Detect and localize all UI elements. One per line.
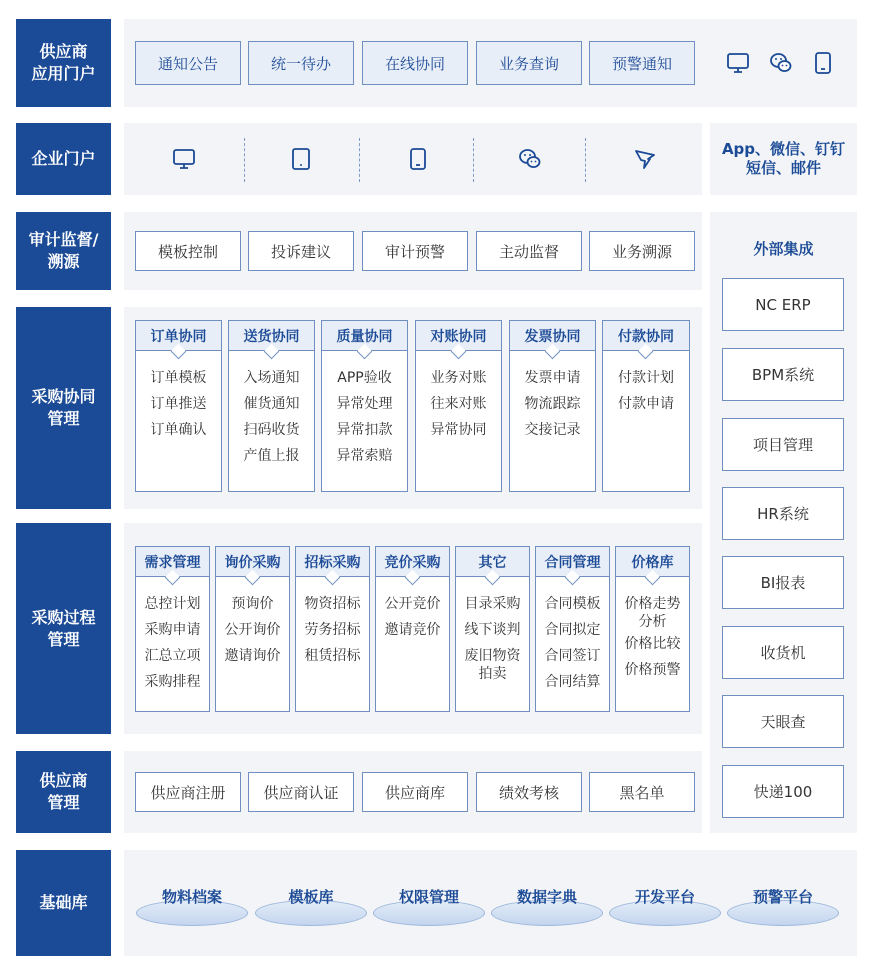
column-title: 质量协同 bbox=[322, 321, 407, 351]
list-item[interactable]: 异常协同 bbox=[430, 422, 487, 438]
list-item[interactable]: 异常处理 bbox=[336, 396, 393, 412]
list-item[interactable]: 入场通知 bbox=[243, 370, 300, 386]
list-item[interactable]: 租赁招标 bbox=[304, 648, 361, 664]
supplier-collab-button[interactable]: 在线协同 bbox=[362, 41, 468, 85]
column-title: 需求管理 bbox=[136, 547, 209, 577]
base-item[interactable] bbox=[255, 882, 367, 926]
list-item[interactable]: 废旧物资 拍卖 bbox=[464, 648, 521, 682]
mobile-icon bbox=[811, 51, 835, 75]
external-item[interactable]: BI报表 bbox=[722, 556, 844, 609]
column-title: 付款协同 bbox=[603, 321, 689, 351]
base-item[interactable] bbox=[609, 882, 721, 926]
tablet-icon bbox=[289, 147, 313, 171]
dingtalk-icon bbox=[633, 147, 657, 171]
list-item[interactable]: 订单推送 bbox=[150, 396, 207, 412]
wechat-icon bbox=[769, 51, 793, 75]
collab-column-delivery bbox=[228, 320, 315, 492]
mobile-icon bbox=[406, 147, 430, 171]
base-item-label: 预警平台 bbox=[752, 888, 813, 906]
separator bbox=[473, 138, 474, 182]
complaint-button[interactable]: 投诉建议 bbox=[248, 231, 354, 271]
separator bbox=[359, 138, 360, 182]
list-item[interactable]: 合同签订 bbox=[544, 648, 601, 664]
base-item-label: 权限管理 bbox=[398, 888, 459, 906]
list-item[interactable]: 付款计划 bbox=[618, 370, 674, 386]
list-item[interactable]: 劳务招标 bbox=[304, 622, 361, 638]
collab-column-order bbox=[135, 320, 222, 492]
list-item[interactable]: 发票申请 bbox=[524, 370, 581, 386]
list-item[interactable]: 预询价 bbox=[231, 596, 274, 612]
base-item[interactable] bbox=[727, 882, 839, 926]
base-item-label: 物料档案 bbox=[161, 888, 222, 906]
audit-alert-button[interactable]: 审计预警 bbox=[362, 231, 468, 271]
supplier-library-button[interactable]: 供应商库 bbox=[362, 772, 468, 812]
business-trace-button[interactable]: 业务溯源 bbox=[589, 231, 695, 271]
list-item[interactable]: 异常索赔 bbox=[336, 448, 393, 464]
collab-column-reconcile bbox=[415, 320, 502, 492]
list-item[interactable]: 邀请竞价 bbox=[384, 622, 441, 638]
list-item[interactable]: 汇总立项 bbox=[144, 648, 201, 664]
layer-label-procurement-process: 采购过程 管理 bbox=[16, 523, 111, 734]
column-title: 价格库 bbox=[616, 547, 689, 577]
list-item[interactable]: 目录采购 bbox=[464, 596, 521, 612]
list-item[interactable]: 价格预警 bbox=[624, 662, 681, 678]
layer-label-procurement-collab: 采购协同 管理 bbox=[16, 307, 111, 509]
collab-column-payment bbox=[602, 320, 690, 492]
separator bbox=[244, 138, 245, 182]
list-item[interactable]: 公开竞价 bbox=[384, 596, 441, 612]
list-item[interactable]: 扫码收货 bbox=[243, 422, 300, 438]
wechat-icon bbox=[518, 147, 542, 171]
collab-column-quality bbox=[321, 320, 408, 492]
column-title: 其它 bbox=[456, 547, 529, 577]
list-item[interactable]: 采购排程 bbox=[144, 674, 201, 690]
list-item[interactable]: 物资招标 bbox=[304, 596, 361, 612]
template-control-button[interactable]: 模板控制 bbox=[135, 231, 241, 271]
collab-column-invoice bbox=[509, 320, 596, 492]
process-column-contract bbox=[535, 546, 610, 712]
process-column-inquiry bbox=[215, 546, 290, 712]
list-item[interactable]: 交接记录 bbox=[524, 422, 581, 438]
list-item[interactable]: 订单模板 bbox=[150, 370, 207, 386]
base-item-label: 模板库 bbox=[288, 888, 334, 906]
list-item[interactable]: 总控计划 bbox=[144, 596, 201, 612]
external-title: 外部集成 bbox=[753, 240, 814, 258]
list-item[interactable]: 公开询价 bbox=[224, 622, 281, 638]
supplier-alert-button[interactable]: 预警通知 bbox=[589, 41, 695, 85]
layer-label-enterprise-portal: 企业门户 bbox=[16, 123, 111, 195]
list-item[interactable]: 价格比较 bbox=[624, 636, 681, 652]
layer-label-supplier-mgmt: 供应商 管理 bbox=[16, 751, 111, 833]
base-item[interactable] bbox=[136, 882, 248, 926]
layer-label-supplier-portal: 供应商 应用门户 bbox=[16, 19, 111, 107]
separator bbox=[585, 138, 586, 182]
external-item[interactable]: NC ERP bbox=[722, 278, 844, 331]
channels-text: App、微信、钉钉 短信、邮件 bbox=[721, 140, 846, 177]
list-item[interactable]: APP验收 bbox=[337, 370, 392, 386]
external-item[interactable]: BPM系统 bbox=[722, 348, 844, 401]
list-item[interactable]: 合同结算 bbox=[544, 674, 601, 690]
process-column-demand bbox=[135, 546, 210, 712]
layer-label-base: 基础库 bbox=[16, 850, 111, 956]
column-title: 对账协同 bbox=[416, 321, 501, 351]
list-item[interactable]: 催货通知 bbox=[243, 396, 300, 412]
desktop-icon bbox=[172, 147, 196, 171]
column-title: 合同管理 bbox=[536, 547, 609, 577]
base-item[interactable] bbox=[491, 882, 603, 926]
active-supervision-button[interactable]: 主动监督 bbox=[476, 231, 582, 271]
base-item[interactable] bbox=[373, 882, 485, 926]
supplier-todo-button[interactable]: 统一待办 bbox=[248, 41, 354, 85]
column-title: 询价采购 bbox=[216, 547, 289, 577]
external-item[interactable]: 收货机 bbox=[722, 626, 844, 679]
list-item[interactable]: 产值上报 bbox=[243, 448, 300, 464]
column-title: 发票协同 bbox=[510, 321, 595, 351]
process-column-tender bbox=[295, 546, 370, 712]
performance-button[interactable]: 绩效考核 bbox=[476, 772, 582, 812]
external-item[interactable]: HR系统 bbox=[722, 487, 844, 540]
layer-label-audit: 审计监督/ 溯源 bbox=[16, 212, 111, 290]
list-item[interactable]: 异常扣款 bbox=[336, 422, 393, 438]
list-item[interactable]: 邀请询价 bbox=[224, 648, 281, 664]
column-title: 竞价采购 bbox=[376, 547, 449, 577]
base-item-label: 数据字典 bbox=[516, 888, 577, 906]
desktop-icon bbox=[726, 51, 750, 75]
list-item[interactable]: 业务对账 bbox=[430, 370, 487, 386]
list-item[interactable]: 物流跟踪 bbox=[524, 396, 581, 412]
blacklist-button[interactable]: 黑名单 bbox=[589, 772, 695, 812]
list-item[interactable]: 采购申请 bbox=[144, 622, 201, 638]
process-column-bidding bbox=[375, 546, 450, 712]
column-title: 送货协同 bbox=[229, 321, 314, 351]
supplier-register-button[interactable]: 供应商注册 bbox=[135, 772, 241, 812]
column-title: 招标采购 bbox=[296, 547, 369, 577]
supplier-notice-button[interactable]: 通知公告 bbox=[135, 41, 241, 85]
base-item-label: 开发平台 bbox=[634, 888, 695, 906]
external-item[interactable]: 天眼查 bbox=[722, 695, 844, 748]
external-item[interactable]: 项目管理 bbox=[722, 418, 844, 471]
list-item[interactable]: 付款申请 bbox=[618, 396, 674, 412]
supplier-certify-button[interactable]: 供应商认证 bbox=[248, 772, 354, 812]
list-item[interactable]: 线下谈判 bbox=[464, 622, 521, 638]
external-item[interactable]: 快递100 bbox=[722, 765, 844, 818]
process-column-other bbox=[455, 546, 530, 712]
supplier-query-button[interactable]: 业务查询 bbox=[476, 41, 582, 85]
list-item[interactable]: 往来对账 bbox=[430, 396, 487, 412]
list-item[interactable]: 订单确认 bbox=[150, 422, 207, 438]
list-item[interactable]: 合同拟定 bbox=[544, 622, 601, 638]
process-column-price bbox=[615, 546, 690, 712]
list-item[interactable]: 合同模板 bbox=[544, 596, 601, 612]
column-title: 订单协同 bbox=[136, 321, 221, 351]
list-item[interactable]: 价格走势 分析 bbox=[624, 596, 681, 630]
